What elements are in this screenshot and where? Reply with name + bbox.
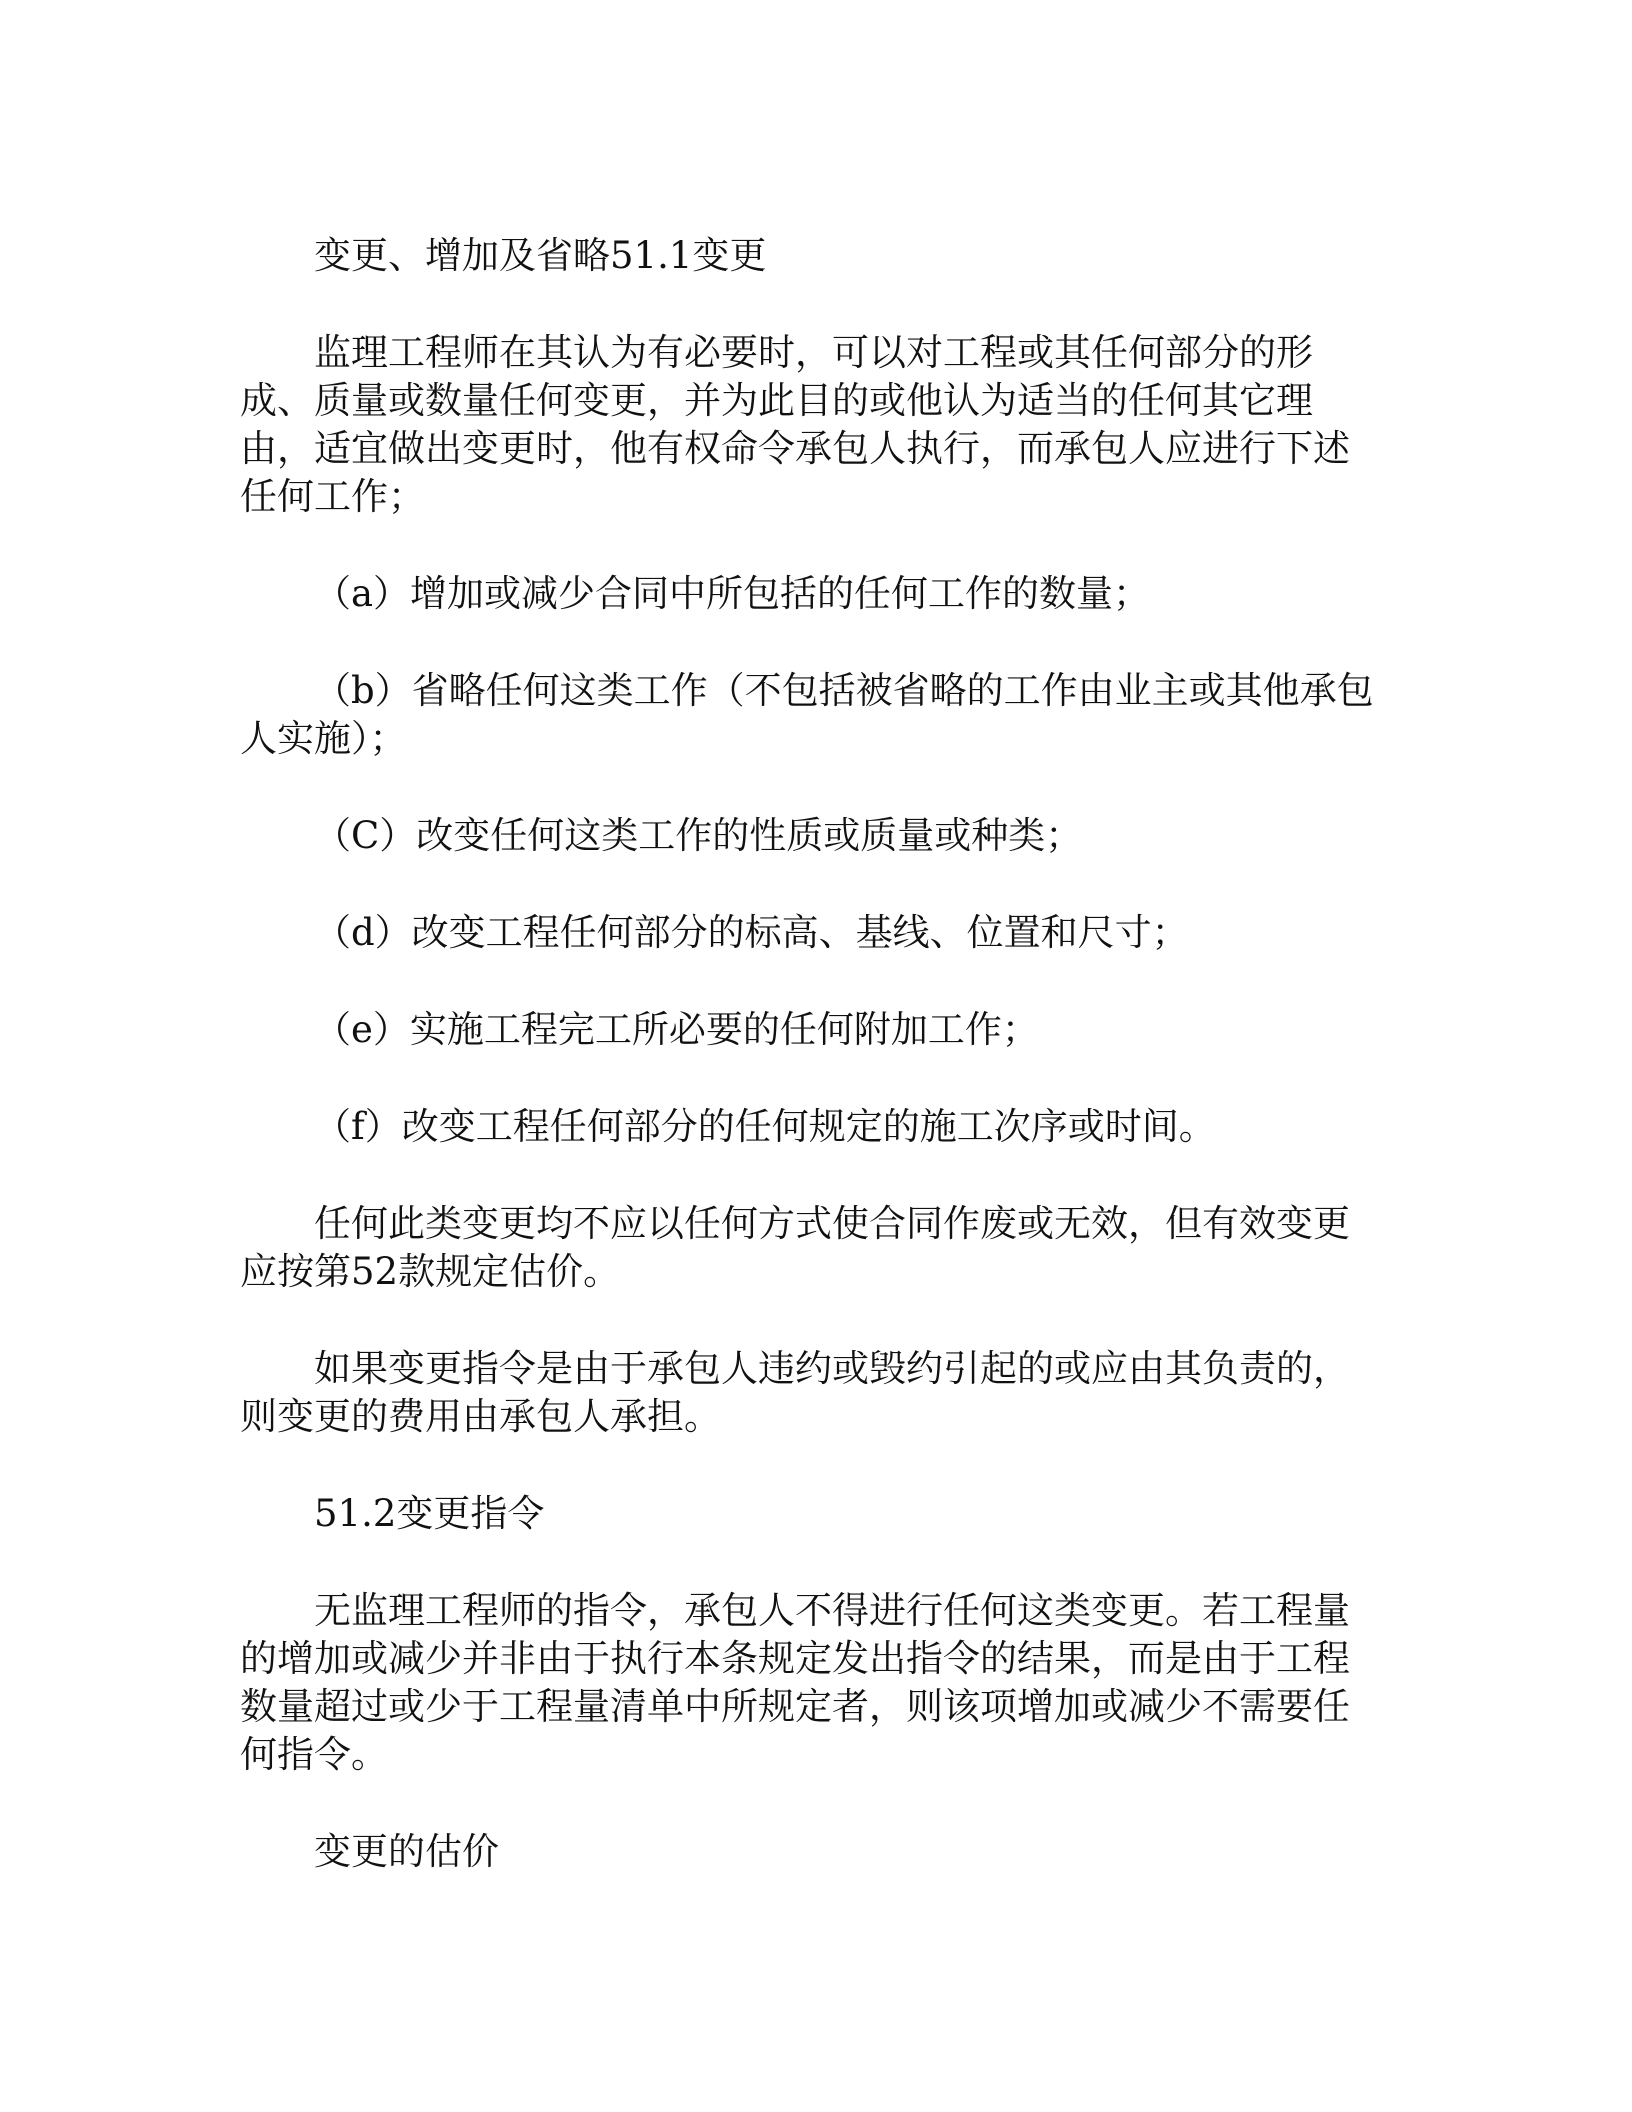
section-heading-variation-order: 51.2变更指令 xyxy=(314,1492,545,1535)
list-item-d: （d）改变工程任何部分的标高、基线、位置和尺寸； xyxy=(314,911,1189,954)
paragraph-no-instruction: 无监理工程师的指令，承包人不得进行任何这类变更。若工程量的增加或减少并非由于执行本条规定发出指令的结果，而是由于工程数量超过或少于工程量清单中所规定者，则该项增加或减少不需要任何指令。 xyxy=(240,1589,1350,1776)
list-item-b: （b）省略任何这类工作（不包括被省略的工作由业主或其他承包人实施）； xyxy=(240,669,1374,760)
paragraph-engineer-authority: 监理工程师在其认为有必要时，可以对工程或其任何部分的形成、质量或数量任何变更，并为此目的或他认为适当的任何其它理由，适宜做出变更时，他有权命令承包人执行，而承包人应进行下述任何工作； xyxy=(240,331,1350,518)
list-item-c: （C）改变任何这类工作的性质或质量或种类； xyxy=(314,814,1083,857)
paragraph-contractor-default: 如果变更指令是由于承包人违约或毁约引起的或应由其负责的，则变更的费用由承包人承担。 xyxy=(240,1347,1350,1438)
list-item-a: （a）增加或减少合同中所包括的任何工作的数量； xyxy=(314,572,1151,615)
section-heading-valuation: 变更的估价 xyxy=(314,1830,499,1873)
section-heading-variation: 变更、增加及省略51.1变更 xyxy=(314,234,767,277)
document-body xyxy=(240,232,1385,1925)
list-item-f: （f）改变工程任何部分的任何规定的施工次序或时间。 xyxy=(314,1105,1216,1148)
paragraph-validity: 任何此类变更均不应以任何方式使合同作废或无效，但有效变更应按第52款规定估价。 xyxy=(240,1202,1350,1293)
list-item-e: （e）实施工程完工所必要的任何附加工作； xyxy=(314,1008,1039,1051)
